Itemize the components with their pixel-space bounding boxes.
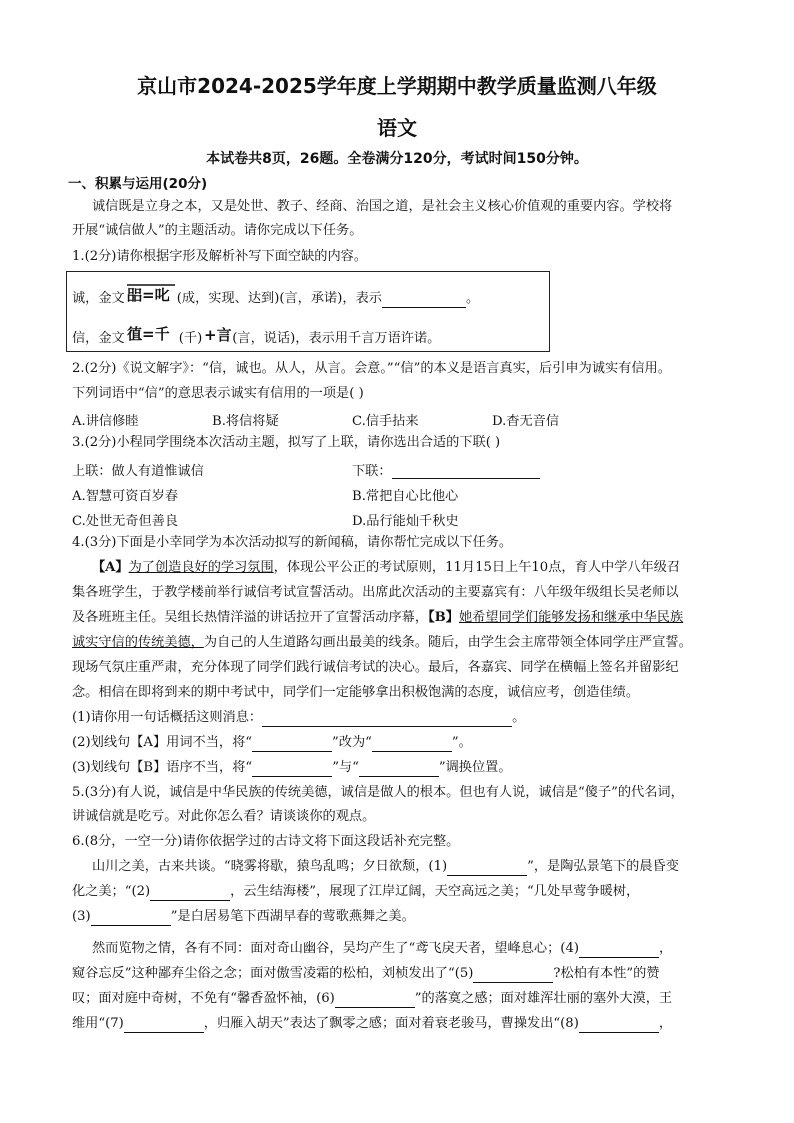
q3-blank[interactable] bbox=[392, 464, 540, 479]
q4-sub-3: (3)划线句【B】语序不当，将“ ”与“ ”调换位置。 bbox=[72, 760, 512, 775]
q6-blank-3[interactable] bbox=[91, 911, 171, 926]
svg-text:㗊=叱: 㗊=叱 bbox=[126, 285, 170, 304]
q6-blank-6[interactable] bbox=[335, 993, 415, 1008]
sentence-b: 她希望同学们能够发扬和继承中华民族 bbox=[458, 610, 684, 625]
q6-stem: 6.(8分，一空一分)请你依据学过的古诗文将下面这段话补充完整。 bbox=[72, 834, 460, 849]
bronze-cheng-glyph-icon bbox=[125, 282, 177, 304]
exam-title: 京山市2024-2025学年度上学期期中教学质量监测八年级 bbox=[137, 74, 657, 98]
section-heading: 一、积累与运用(20分) bbox=[68, 176, 208, 192]
q1-blank[interactable] bbox=[382, 293, 466, 308]
q1-row-2: 信，金文 徝=千 (千) +言 (言，说话)，表示用千言万语许诺。 bbox=[72, 330, 440, 348]
q4-sub2-blank-2[interactable] bbox=[372, 737, 452, 752]
q4-news-line-5: 现场气氛庄重严肃，充分体现了同学们践行诚信考试的决心。最后，各嘉宾、同学在横幅上签名并留影纪 bbox=[72, 660, 679, 675]
q4-news-line-3: 及各班班主任。吴组长热情洋溢的讲话拉开了宣誓活动序幕，【B】她希望同学们能够发扬和继承中华民族 bbox=[72, 610, 684, 625]
svg-text:+言: +言 bbox=[204, 325, 232, 344]
section-intro-2: 开展“诚信做人”的主题活动。请你完成以下任务。 bbox=[72, 223, 363, 238]
subject-title: 语文 bbox=[377, 116, 417, 140]
q4-news-line-6: 念。相信在即将到来的期中考试中，同学们一定能够拿出积极饱满的态度，诚信应考，创造佳绩。 bbox=[72, 685, 640, 700]
q4-news-line-2: 集各班学生，于教学楼前举行诚信考试宣誓活动。出席此次活动的主要嘉宾有：八年级年级组长吴老师以 bbox=[72, 585, 679, 600]
q4-sub-1: (1)请你用一句话概括这则消息： 。 bbox=[72, 710, 526, 725]
q3-option-a[interactable]: A.智慧可资百岁春 bbox=[72, 489, 179, 504]
q4-sub1-blank[interactable] bbox=[262, 712, 512, 727]
q4-news-line-1: 【A】为了创造良好的学习氛围，体现公平公正的考试原则，11月15日上午10点，育人中学八年级召 bbox=[92, 560, 681, 575]
q2-option-b[interactable]: B.将信将疑 bbox=[212, 414, 279, 429]
q1-stem: 1.(2分)请你根据字形及解析补写下面空缺的内容。 bbox=[72, 249, 368, 264]
q5-line-2: 讲诚信就是吃亏。对此你怎么看？请谈谈你的观点。 bbox=[72, 809, 376, 824]
bronze-xin-glyph-icon bbox=[125, 322, 179, 344]
q4-news-line-4: 诚实守信的传统美德，为自己的人生道路勾画出最美的线条。随后，由学生会主席带领全体同学庄严宣誓。 bbox=[72, 635, 692, 650]
q6-blank-8[interactable] bbox=[579, 1018, 659, 1033]
q6-line-3: (3) ”是白居易笔下西湖早春的莺歌燕舞之美。 bbox=[72, 909, 415, 924]
q6-line-7: 维用“(7) ，归雁入胡天”表达了飘零之感；面对着衰老骏马，曹操发出“(8) ， bbox=[72, 1016, 673, 1031]
svg-text:徝=千: 徝=千 bbox=[126, 324, 170, 343]
q3-upper-couplet: 上联：做人有道惟诚信 bbox=[72, 464, 204, 479]
section-intro-1: 诚信既是立身之本，又是处世、教子、经商、治国之道，是社会主义核心价值观的重要内容。学校将 bbox=[92, 199, 673, 214]
q5-line-1: 5.(3分)有人说，诚信是中华民族的传统美德，诚信是做人的根本。但也有人说，诚信是“傻子”的代名词， bbox=[72, 785, 684, 800]
q2-stem-2: 下列词语中“信”的意思表示诚实有信用的一项是( ) bbox=[72, 386, 364, 401]
q2-option-d[interactable]: D.杳无音信 bbox=[492, 414, 560, 429]
q3-stem: 3.(2分)小程同学围绕本次活动主题，拟写了上联，请你选出合适的下联( ) bbox=[72, 435, 501, 450]
q4-sub3-blank-2[interactable] bbox=[359, 762, 439, 777]
q2-option-c[interactable]: C.信手拈来 bbox=[352, 414, 419, 429]
q4-sub-2: (2)划线句【A】用词不当，将“ ”改为“ ”。 bbox=[72, 735, 472, 750]
q3-option-b[interactable]: B.常把自心比他心 bbox=[352, 489, 459, 504]
q3-lower-couplet: 下联： bbox=[352, 460, 540, 479]
q4-sub2-blank-1[interactable] bbox=[252, 737, 332, 752]
q6-blank-5[interactable] bbox=[473, 968, 553, 983]
q6-blank-2[interactable] bbox=[150, 886, 230, 901]
q4-sub3-blank-1[interactable] bbox=[252, 762, 332, 777]
exam-info: 本试卷共8页，26题。全卷满分120分，考试时间150分钟。 bbox=[206, 151, 588, 167]
q6-line-4: 然而览物之情，各有不同：面对奇山幽谷，吴均产生了“鸢飞戾天者，望峰息心；(4) ， bbox=[92, 941, 673, 956]
q1-row-1: 诚，金文 㗊=叱 (成，实现、达到)(言，承诺)，表示 。 bbox=[72, 290, 479, 308]
q3-option-d[interactable]: D.品行能灿千秋史 bbox=[352, 514, 459, 529]
q6-blank-4[interactable] bbox=[579, 943, 659, 958]
bronze-yan-glyph-icon bbox=[202, 323, 232, 345]
q6-line-2: 化之美；“(2) ，云生结海楼”，展现了江岸辽阔，天空高远之美；“几处早莺争暖树， bbox=[72, 884, 640, 899]
q6-line-5: 窥谷忘反”这种鄙弃尘俗之念；面对傲雪凌霜的松柏，刘桢发出了“(5) ?松柏有本性”的赞 bbox=[72, 966, 660, 981]
q6-blank-7[interactable] bbox=[124, 1018, 204, 1033]
q3-option-c[interactable]: C.处世无奇但善良 bbox=[72, 514, 179, 529]
q4-stem: 4.(3分)下面是小幸同学为本次活动拟写的新闻稿，请你帮忙完成以下任务。 bbox=[72, 535, 513, 550]
q2-stem-1: 2.(2分)《说文解字》：“信，诚也。从人，从言。会意。”“信”的本义是语言真实，后引申为诚实有信用。 bbox=[72, 361, 671, 376]
q6-line-1: 山川之美，古来共谈。“晓雾将歇，猿鸟乱鸣；夕日欲颓，(1) ”，是陶弘景笔下的晨昏变 bbox=[92, 859, 679, 874]
q6-line-6: 叹；面对庭中奇树，不免有“馨香盈怀袖，(6) ”的落寞之感；面对雄浑壮丽的塞外大漠，王 bbox=[72, 991, 673, 1006]
q6-blank-1[interactable] bbox=[447, 861, 527, 876]
q2-option-a[interactable]: A.讲信修睦 bbox=[72, 414, 139, 429]
sentence-a: 为了创造良好的学习氛围 bbox=[128, 560, 274, 575]
